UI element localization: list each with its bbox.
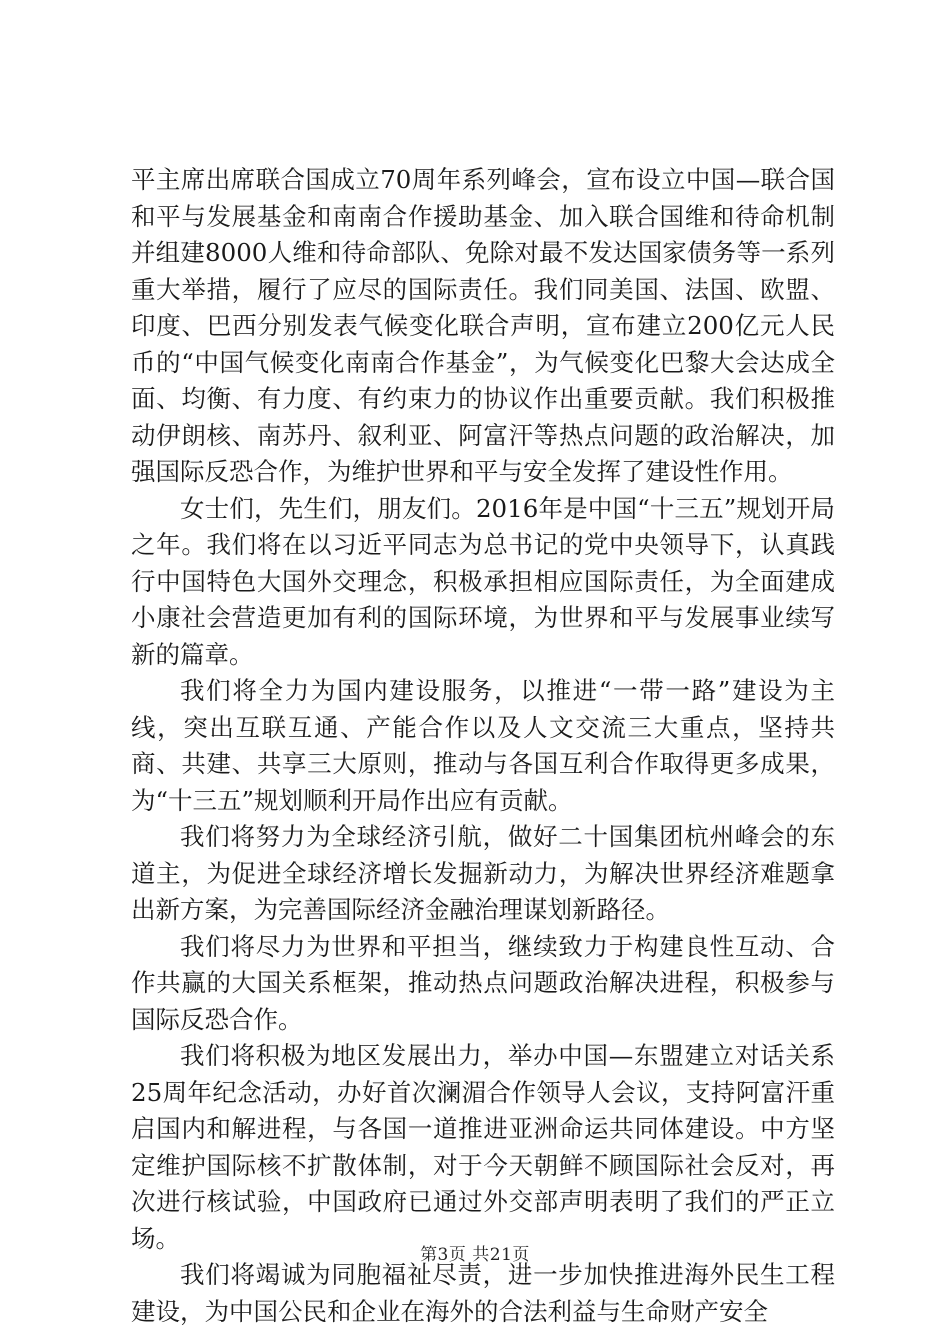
paragraph-2: 女士们，先生们，朋友们。2016年是中国“十三五”规划开局之年。我们将在以习近平同志为总书记的党中央领导下，认真践行中国特色大国外交理念，积极承担相应国际责任，为全面建成小康社会营造更加有利的国际环境，为世界和平与发展事业续写新的篇章。 bbox=[131, 493, 835, 669]
paragraph-1: 平主席出席联合国成立70周年系列峰会，宣布设立中国—联合国和平与发展基金和南南合作援助基金、加入联合国维和待命机制并组建8000人维和待命部队、免除对最不发达国家债务等一系列重大举措，履行了应尽的国际责任。我们同美国、法国、欧盟、印度、巴西分别发表气候变化联合声明，宣布建立200亿元人民币的“中国气候变化南南合作基金”，为气候变化巴黎大会达成全面、均衡、有力度、有约束力的协议作出重要贡献。我们积极推动伊朗核、南苏丹、叙利亚、阿富汗等热点问题的政治解决，加强国际反恐合作，为维护世界和平与安全发挥了建设性作用。 bbox=[131, 165, 835, 486]
page-number-footer: 第3页 共21页 bbox=[420, 1245, 530, 1265]
paragraph-7: 我们将竭诚为同胞福祉尽责，进一步加快推进海外民生工程建设，为中国公民和企业在海外的合法利益与生命财产安全 bbox=[131, 1260, 835, 1326]
paragraph-6: 我们将积极为地区发展出力，举办中国—东盟建立对话关系25周年纪念活动，办好首次澜湄合作领导人会议，支持阿富汗重启国内和解进程，与各国一道推进亚洲命运共同体建设。中方坚定维护国际核不扩散体制，对于今天朝鲜不顾国际社会反对，再次进行核试验，中国政府已通过外交部声明表明了我们的严正立场。 bbox=[131, 1041, 835, 1253]
paragraph-5: 我们将尽力为世界和平担当，继续致力于构建良性互动、合作共赢的大国关系框架，推动热点问题政治解决进程，积极参与国际反恐合作。 bbox=[131, 931, 835, 1034]
paragraph-3: 我们将全力为国内建设服务，以推进“一带一路”建设为主线，突出互联互通、产能合作以及人文交流三大重点，坚持共商、共建、共享三大原则，推动与各国互利合作取得更多成果，为“十三五”规划顺利开局作出应有贡献。 bbox=[131, 676, 835, 815]
paragraph-4: 我们将努力为全球经济引航，做好二十国集团杭州峰会的东道主，为促进全球经济增长发掘新动力，为解决世界经济难题拿出新方案，为完善国际经济金融治理谋划新路径。 bbox=[131, 822, 835, 924]
document-body bbox=[131, 162, 835, 1330]
